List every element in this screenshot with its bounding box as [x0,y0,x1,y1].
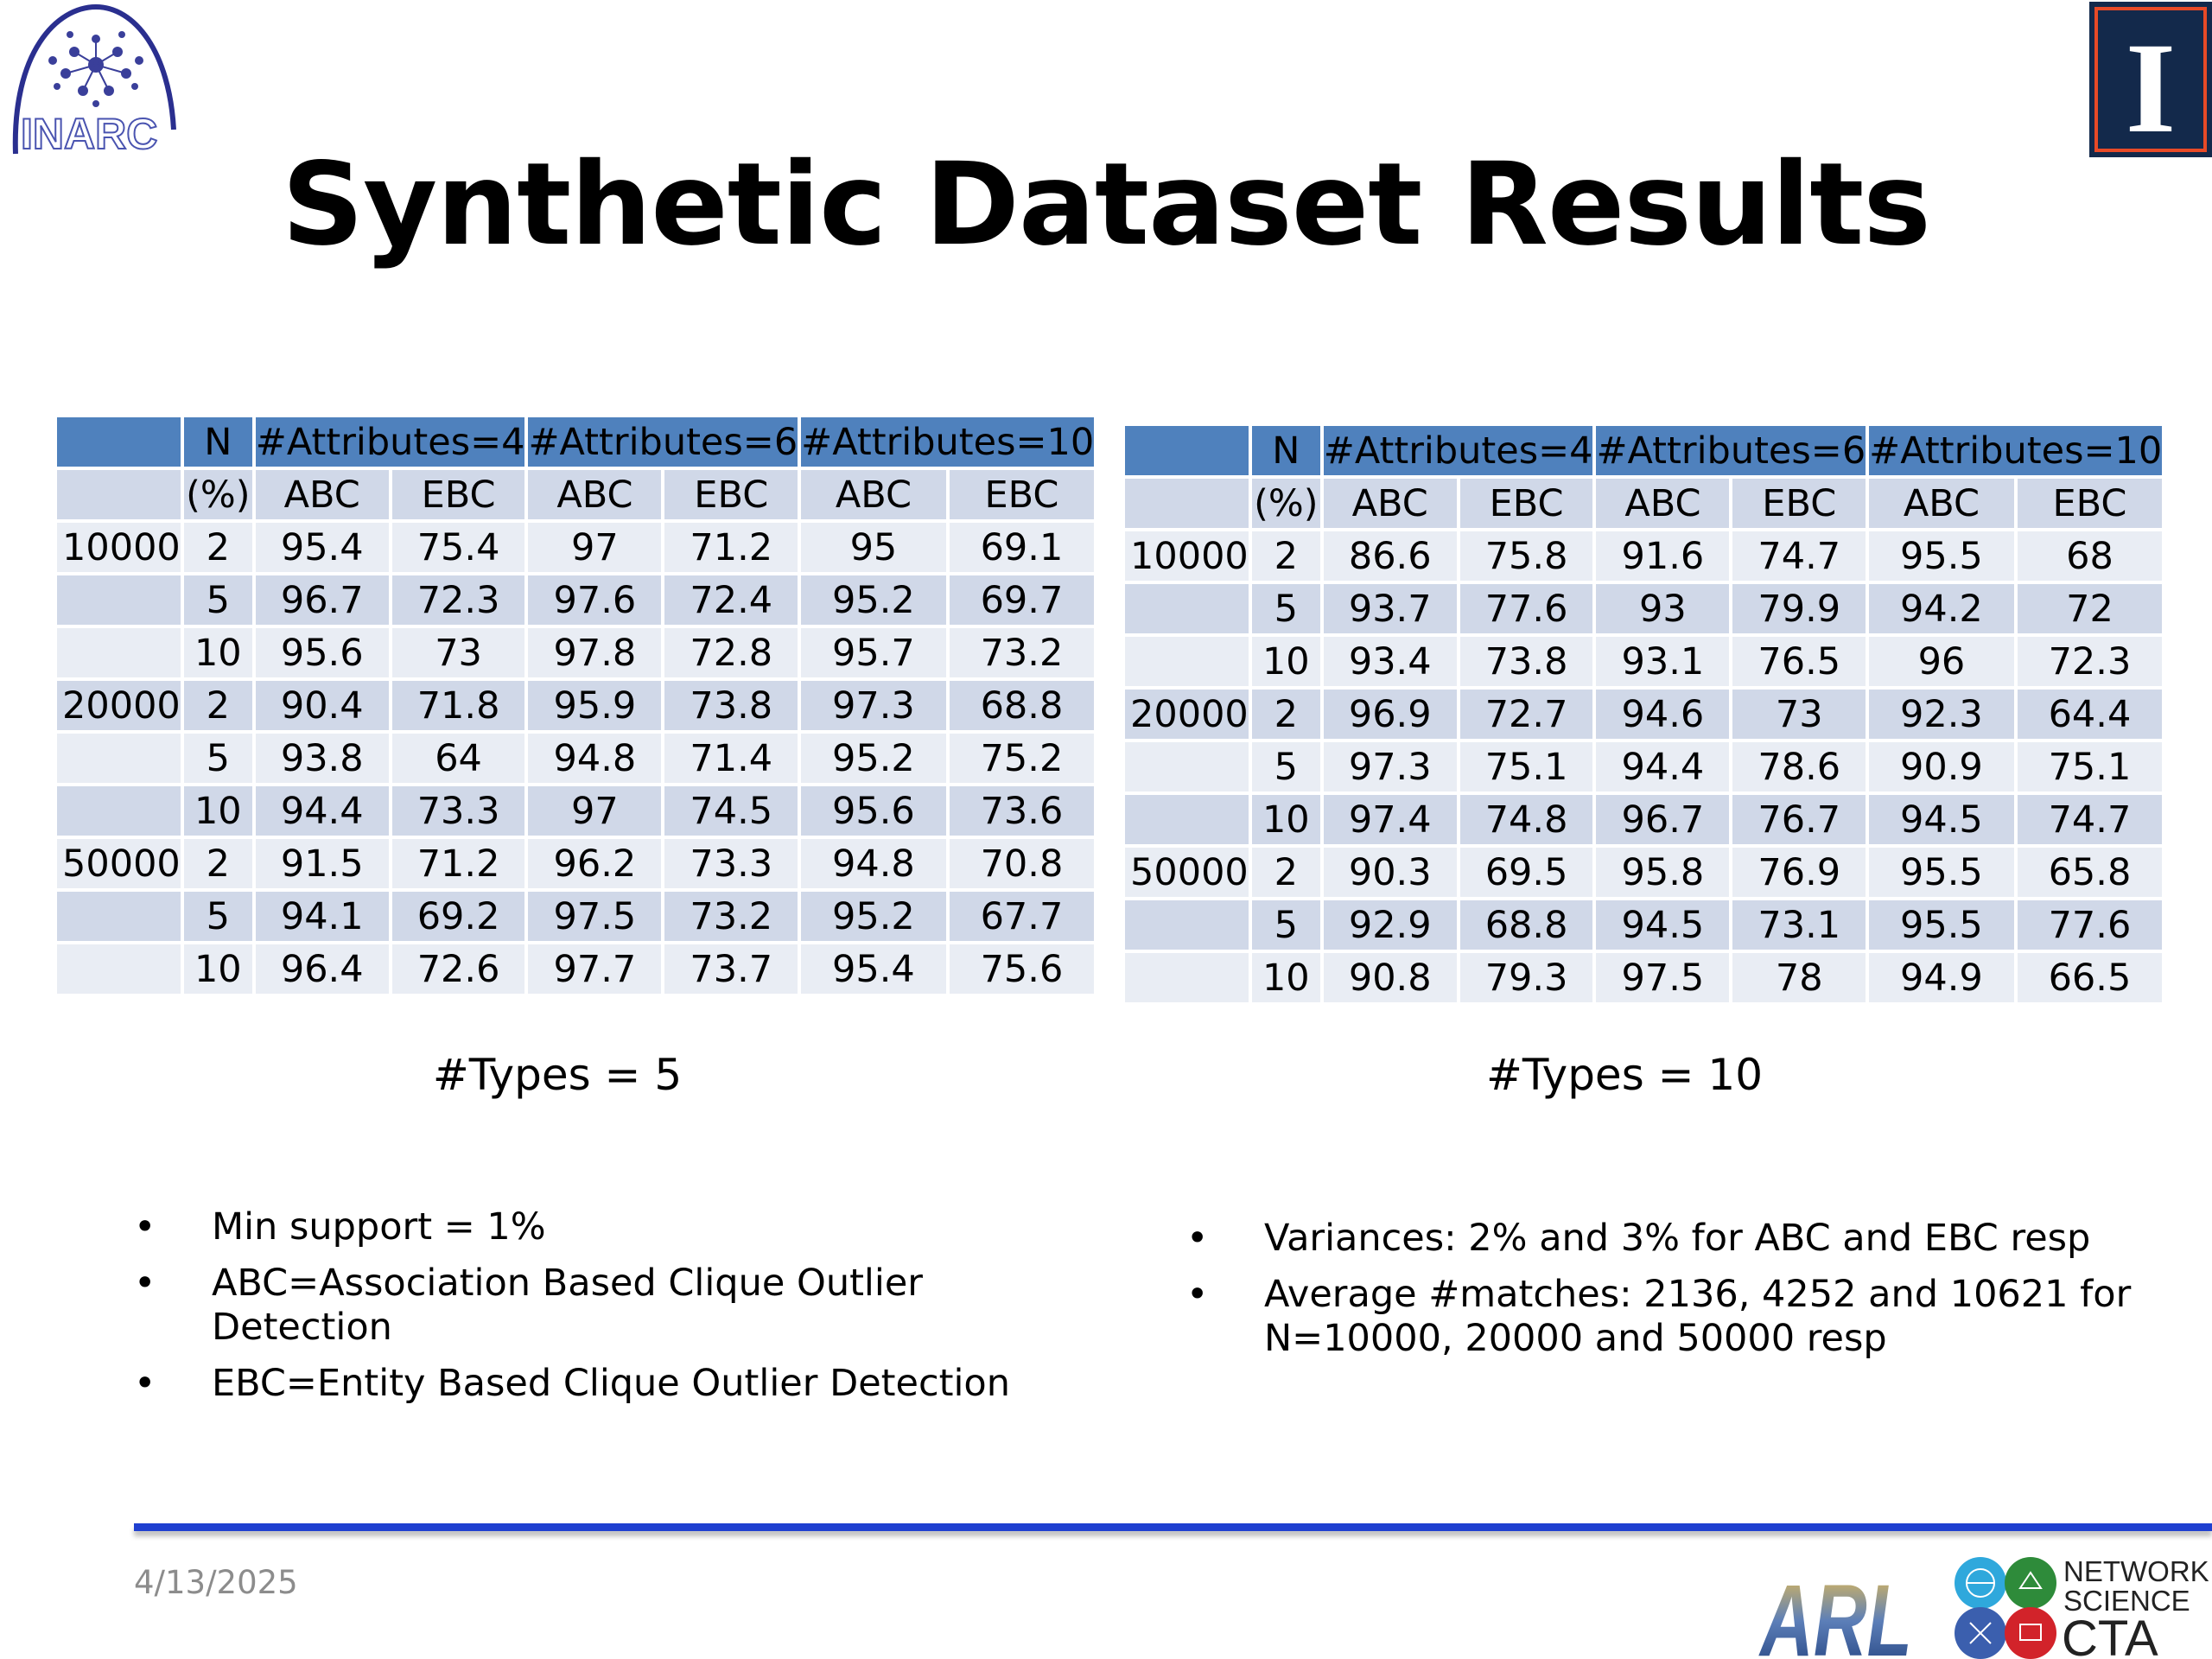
cell-n: 20000 [1125,690,1249,739]
cell-percent: 5 [1252,900,1320,950]
cell-ebc: 73.8 [1460,637,1593,686]
table-row [57,786,1094,836]
results-table-types-5 [54,414,1097,997]
cell-abc: 95.4 [801,944,946,994]
cell-ebc: 78 [1732,953,1866,1002]
cell-n [57,628,181,677]
table-row [57,892,1094,941]
cell-abc: 90.9 [1869,742,2014,791]
cell-abc: 94.2 [1869,584,2014,633]
cell-abc: 93.7 [1324,584,1457,633]
cell-ebc: 72.3 [392,575,525,625]
subheader-corner [1125,479,1249,528]
cell-abc: 94.8 [528,734,661,783]
cell-abc: 97 [528,786,661,836]
header-attributes-4: #Attributes=4 [256,417,525,467]
subheader-abc: ABC [528,470,661,519]
cell-percent: 5 [1252,742,1320,791]
cell-ebc: 71.2 [392,839,525,888]
table-row [1125,742,2162,791]
cell-abc: 97.8 [528,628,661,677]
cell-ebc: 74.5 [664,786,798,836]
cell-abc: 95.4 [256,523,389,572]
subheader-abc: ABC [1596,479,1729,528]
cell-abc: 97.5 [528,892,661,941]
cell-n: 10000 [1125,531,1249,581]
cell-n [57,734,181,783]
cell-percent: 10 [1252,953,1320,1002]
footer-divider [134,1523,2212,1531]
cell-percent: 10 [1252,637,1320,686]
bullet-list-left [134,1205,1084,1418]
nscta-logo-line2: SCIENCE [2063,1585,2190,1617]
cell-abc: 90.4 [256,681,389,730]
cell-n [57,786,181,836]
cell-n: 50000 [57,839,181,888]
subheader-ebc: EBC [950,470,1095,519]
table-header-row [1125,426,2162,475]
cell-ebc: 69.2 [392,892,525,941]
caption-types-5: #Types = 5 [432,1050,683,1100]
bullet-item [134,1262,1084,1350]
bullet-symbol: • [134,1205,156,1249]
table-subheader-row [57,470,1094,519]
subheader-abc: ABC [1869,479,2014,528]
subheader-ebc: EBC [1732,479,1866,528]
cell-ebc: 69.1 [950,523,1095,572]
cell-ebc: 78.6 [1732,742,1866,791]
bullet-item [134,1205,1084,1249]
cell-ebc: 77.6 [1460,584,1593,633]
cell-abc: 94.4 [1596,742,1729,791]
cell-abc: 97.7 [528,944,661,994]
cell-abc: 95.8 [1596,848,1729,897]
cell-percent: 2 [1252,531,1320,581]
cell-abc: 96.7 [1596,795,1729,844]
cell-abc: 97.4 [1324,795,1457,844]
cell-abc: 91.6 [1596,531,1729,581]
cell-ebc: 71.2 [664,523,798,572]
cell-ebc: 64 [392,734,525,783]
cell-ebc: 72 [2018,584,2163,633]
cell-abc: 94.6 [1596,690,1729,739]
illinois-logo-letter: I [2125,16,2177,160]
cell-ebc: 76.5 [1732,637,1866,686]
cell-ebc: 77.6 [2018,900,2163,950]
cell-abc: 94.5 [1869,795,2014,844]
cell-abc: 94.5 [1596,900,1729,950]
cell-ebc: 76.9 [1732,848,1866,897]
network-science-cta-logo [1951,1554,2212,1659]
cell-n [1125,900,1249,950]
cell-percent: 2 [184,523,252,572]
cell-abc: 95.9 [528,681,661,730]
header-n: N [1252,426,1320,475]
header-attributes-6: #Attributes=6 [528,417,798,467]
cell-ebc: 75.8 [1460,531,1593,581]
table-row [57,523,1094,572]
cell-abc: 90.3 [1324,848,1457,897]
table-row [1125,584,2162,633]
cell-abc: 97 [528,523,661,572]
results-table-types-10 [1122,423,2165,1006]
cell-percent: 5 [184,892,252,941]
cell-ebc: 73 [392,628,525,677]
cell-percent: 10 [184,786,252,836]
cell-abc: 95.7 [801,628,946,677]
arl-logo [1758,1554,1914,1659]
cell-ebc: 68 [2018,531,2163,581]
cell-abc: 97.5 [1596,953,1729,1002]
bullet-symbol: • [1186,1273,1209,1316]
cell-abc: 86.6 [1324,531,1457,581]
cell-ebc: 69.5 [1460,848,1593,897]
results-table-body-left [57,417,1094,994]
subheader-percent: (%) [1252,479,1320,528]
arl-logo-text: ARL [1758,1564,1912,1659]
cell-percent: 10 [1252,795,1320,844]
header-attributes-10: #Attributes=10 [801,417,1094,467]
nscta-logo-line3: CTA [2062,1611,2158,1659]
caption-types-10: #Types = 10 [1485,1050,1764,1100]
bullet-text: Min support = 1% [212,1205,546,1249]
table-row [57,575,1094,625]
cell-abc: 95.2 [801,575,946,625]
cell-ebc: 73 [1732,690,1866,739]
table-row [1125,531,2162,581]
cell-ebc: 73.2 [664,892,798,941]
cell-ebc: 70.8 [950,839,1095,888]
cell-n [1125,953,1249,1002]
cell-abc: 96 [1869,637,2014,686]
cell-percent: 5 [184,734,252,783]
table-header-row [57,417,1094,467]
cell-percent: 10 [184,944,252,994]
table-row [57,839,1094,888]
cell-ebc: 71.8 [392,681,525,730]
cell-ebc: 74.7 [2018,795,2163,844]
cell-percent: 2 [184,681,252,730]
bullet-item [134,1362,1084,1406]
cell-ebc: 71.4 [664,734,798,783]
cell-ebc: 79.3 [1460,953,1593,1002]
cell-ebc: 73.7 [664,944,798,994]
cell-ebc: 69.7 [950,575,1095,625]
cell-ebc: 68.8 [1460,900,1593,950]
header-n: N [184,417,252,467]
cell-abc: 95.5 [1869,848,2014,897]
cell-ebc: 73.3 [392,786,525,836]
bullet-text: Variances: 2% and 3% for ABC and EBC resp [1264,1217,2091,1260]
cell-abc: 90.8 [1324,953,1457,1002]
cell-ebc: 73.8 [664,681,798,730]
header-attributes-10: #Attributes=10 [1869,426,2162,475]
cell-abc: 93 [1596,584,1729,633]
bullet-item [1186,1273,2180,1361]
cell-abc: 92.9 [1324,900,1457,950]
cell-ebc: 64.4 [2018,690,2163,739]
bullet-text: ABC=Association Based Clique Outlier Detection [212,1262,923,1349]
cell-n: 20000 [57,681,181,730]
cell-abc: 95.5 [1869,900,2014,950]
cell-ebc: 75.6 [950,944,1095,994]
bullet-text: EBC=Entity Based Clique Outlier Detection [212,1362,1010,1405]
cell-n [1125,795,1249,844]
cell-ebc: 65.8 [2018,848,2163,897]
cell-ebc: 72.8 [664,628,798,677]
page-title: Synthetic Dataset Results [282,138,1930,271]
cell-percent: 10 [184,628,252,677]
cell-percent: 5 [184,575,252,625]
cell-abc: 91.5 [256,839,389,888]
cell-abc: 96.2 [528,839,661,888]
cell-abc: 92.3 [1869,690,2014,739]
cell-ebc: 74.7 [1732,531,1866,581]
cell-abc: 93.1 [1596,637,1729,686]
bullet-list-right [1186,1217,2180,1373]
cell-percent: 2 [184,839,252,888]
cell-abc: 96.9 [1324,690,1457,739]
bullet-symbol: • [134,1262,156,1305]
subheader-abc: ABC [801,470,946,519]
cell-n [1125,637,1249,686]
bullet-item [1186,1217,2180,1261]
cell-n: 10000 [57,523,181,572]
cell-percent: 5 [1252,584,1320,633]
cell-abc: 95.6 [801,786,946,836]
cell-ebc: 74.8 [1460,795,1593,844]
cell-abc: 94.4 [256,786,389,836]
inarc-logo-text: INARC [21,110,158,158]
cell-abc: 94.9 [1869,953,2014,1002]
cell-ebc: 75.2 [950,734,1095,783]
inarc-logo [5,0,187,160]
cell-ebc: 79.9 [1732,584,1866,633]
cell-n: 50000 [1125,848,1249,897]
cell-ebc: 75.4 [392,523,525,572]
cell-n [1125,584,1249,633]
cell-ebc: 75.1 [2018,742,2163,791]
cell-ebc: 73.2 [950,628,1095,677]
cell-abc: 93.4 [1324,637,1457,686]
table-row [1125,795,2162,844]
table-row [1125,848,2162,897]
header-corner [57,417,181,467]
cell-abc: 95.2 [801,734,946,783]
table-subheader-row [1125,479,2162,528]
cell-abc: 95.5 [1869,531,2014,581]
cell-abc: 96.4 [256,944,389,994]
cell-abc: 94.1 [256,892,389,941]
cell-ebc: 73.1 [1732,900,1866,950]
bullet-text: Average #matches: 2136, 4252 and 10621 for N=10000, 20000 and 50000 resp [1264,1273,2132,1360]
cell-ebc: 66.5 [2018,953,2163,1002]
bullet-symbol: • [134,1362,156,1405]
header-attributes-4: #Attributes=4 [1324,426,1593,475]
cell-abc: 95 [801,523,946,572]
subheader-ebc: EBC [2018,479,2163,528]
cell-ebc: 72.7 [1460,690,1593,739]
cell-n [57,575,181,625]
cell-ebc: 75.1 [1460,742,1593,791]
table-row [57,681,1094,730]
cell-n [1125,742,1249,791]
cell-abc: 97.3 [1324,742,1457,791]
bullet-symbol: • [1186,1217,1209,1260]
subheader-ebc: EBC [392,470,525,519]
cell-percent: 2 [1252,848,1320,897]
cell-ebc: 72.6 [392,944,525,994]
cell-ebc: 73.3 [664,839,798,888]
subheader-percent: (%) [184,470,252,519]
header-attributes-6: #Attributes=6 [1596,426,1866,475]
cell-ebc: 72.3 [2018,637,2163,686]
table-row [1125,637,2162,686]
footer-date: 4/13/2025 [134,1564,298,1601]
cell-abc: 95.2 [801,892,946,941]
cell-n [57,944,181,994]
subheader-corner [57,470,181,519]
table-row [57,734,1094,783]
table-row [57,628,1094,677]
results-table-body-right [1125,426,2162,1002]
illinois-logo [2089,2,2212,160]
nscta-logo-line1: NETWORK [2063,1555,2209,1587]
cell-percent: 2 [1252,690,1320,739]
cell-abc: 93.8 [256,734,389,783]
cell-ebc: 72.4 [664,575,798,625]
table-row [1125,900,2162,950]
cell-abc: 94.8 [801,839,946,888]
table-row [1125,690,2162,739]
table-row [1125,953,2162,1002]
cell-ebc: 76.7 [1732,795,1866,844]
subheader-ebc: EBC [1460,479,1593,528]
subheader-ebc: EBC [664,470,798,519]
cell-ebc: 73.6 [950,786,1095,836]
cell-abc: 97.6 [528,575,661,625]
subheader-abc: ABC [1324,479,1457,528]
cell-ebc: 67.7 [950,892,1095,941]
header-corner [1125,426,1249,475]
cell-n [57,892,181,941]
cell-ebc: 68.8 [950,681,1095,730]
subheader-abc: ABC [256,470,389,519]
cell-abc: 96.7 [256,575,389,625]
cell-abc: 95.6 [256,628,389,677]
cell-abc: 97.3 [801,681,946,730]
table-row [57,944,1094,994]
